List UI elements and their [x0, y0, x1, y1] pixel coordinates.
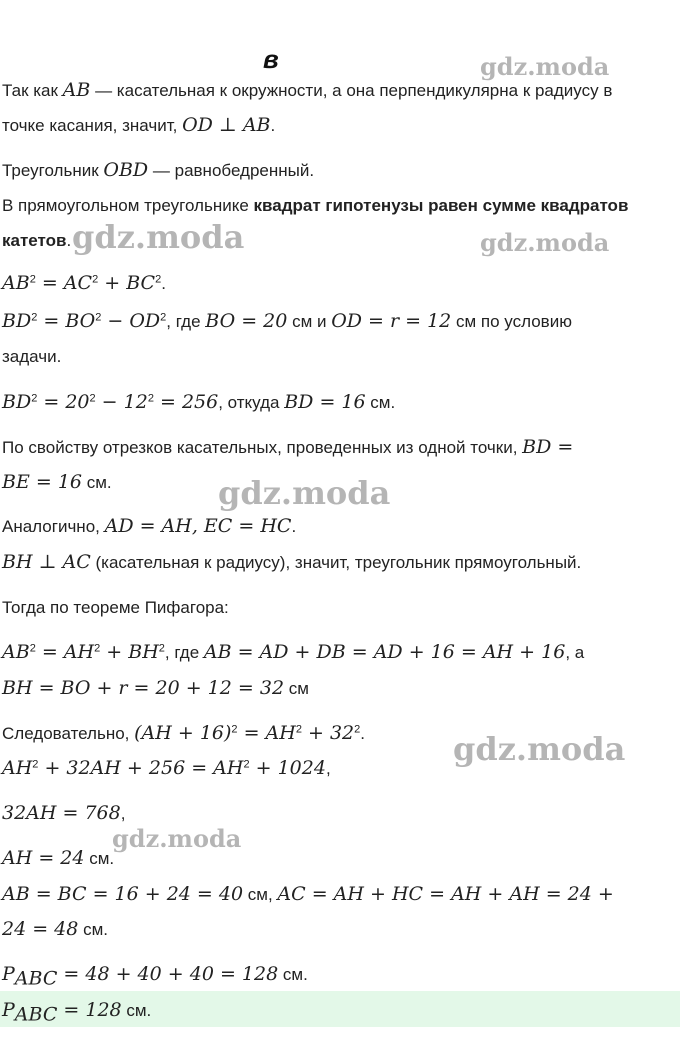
- formula-line: $BD^2 = BO^2 - OD^2$, где BO = 20 см и OD = r = 12 см по условию: [2, 310, 572, 332]
- formula-line: $P_{ABC} = 48 + 40 + 40 = 128$ см.: [2, 963, 308, 990]
- watermark: gdz.moda: [480, 228, 610, 257]
- formula-line: AH = 24 см.: [2, 847, 115, 869]
- formula-line: $AH^2 + 32AH + 256 = AH^2 + 1024$,: [2, 757, 331, 779]
- answer-line: $P_{ABC} = 128$ см.: [2, 999, 152, 1026]
- text-line: точке касания, значит, OD ⊥ AB.: [2, 114, 276, 136]
- text-line: BH ⊥ AC (касательная к радиусу), значит, треугольник прямоугольный.: [2, 551, 582, 573]
- text-line: По свойству отрезков касательных, проведенных из одной точки, BD =: [2, 436, 574, 458]
- formula-line: 24 = 48 см.: [2, 918, 108, 940]
- part-label: в: [263, 44, 279, 74]
- formula-line: $BD^2 = 20^2 - 12^2 = 256$, откуда BD = 16 см.: [2, 391, 396, 413]
- text-line: Так как AB — касательная к окружности, а она перпендикулярна к радиусу в: [2, 79, 613, 101]
- watermark: gdz.moda: [453, 730, 626, 768]
- text-line: задачи.: [2, 347, 62, 366]
- formula-line: BH = BO + r = 20 + 12 = 32 см: [2, 677, 309, 699]
- watermark: gdz.moda: [218, 474, 391, 512]
- formula-line: $AB^2 = AC^2 + BC^2$.: [2, 272, 166, 294]
- formula-line: 32AH = 768,: [2, 802, 126, 824]
- text-line: Треугольник OBD — равнобедренный.: [2, 159, 315, 181]
- text-line: Тогда по теореме Пифагора:: [2, 598, 229, 617]
- formula-line: BE = 16 см.: [2, 471, 112, 493]
- text-line: катетов.: [2, 231, 72, 250]
- formula-line: $AB^2 = AH^2 + BH^2$, где AB = AD + DB = AD + 16 = AH + 16, а: [2, 641, 585, 663]
- text-line: Аналогично, AD = AH, EC = HC.: [2, 515, 297, 537]
- text-line: В прямоугольном треугольнике квадрат гипотенузы равен сумме квадратов: [2, 196, 629, 215]
- watermark: gdz.moda: [72, 218, 245, 256]
- formula-line: Следовательно, $(AH + 16)^2 = AH^2 + 32^2$.: [2, 722, 366, 744]
- watermark: gdz.moda: [480, 52, 610, 81]
- formula-line: AB = BC = 16 + 24 = 40 см, AC = AH + HC = AH + AH = 24 +: [2, 883, 614, 905]
- watermark: gdz.moda: [112, 824, 242, 853]
